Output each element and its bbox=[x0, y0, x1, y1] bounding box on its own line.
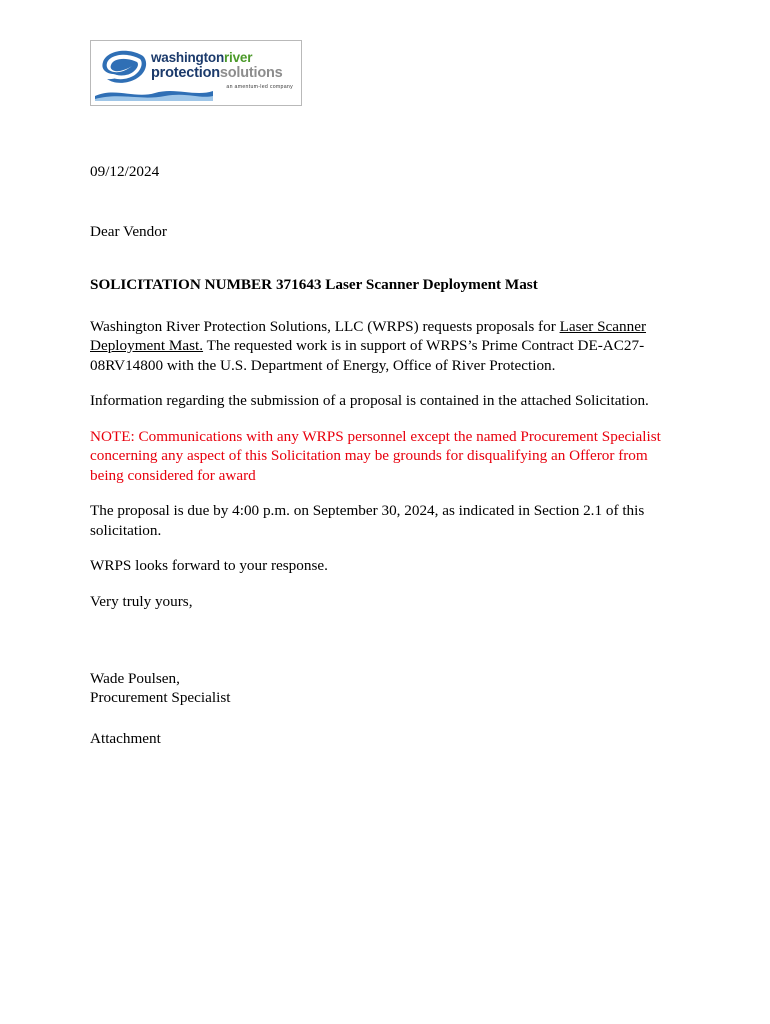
paragraph-valediction: Very truly yours, bbox=[90, 592, 193, 610]
paragraph-note: NOTE: Communications with any WRPS personnel except the named Procurement Specialist concerning any aspect of this Solicitation may be grounds for disqualifying an Offeror from being considered for award bbox=[90, 427, 661, 484]
letter-date: 09/12/2024 bbox=[90, 163, 160, 180]
letter-salutation: Dear Vendor bbox=[90, 222, 167, 240]
paragraph-request-rest: The requested work is in support of WRPS’s Prime Contract DE-AC27-08RV14800 with the U.S. Department of Energy, Office of River Protection. bbox=[90, 337, 645, 374]
company-logo bbox=[90, 40, 302, 106]
letter-subject-line bbox=[90, 275, 670, 295]
logo-tagline: an amentum-led company bbox=[226, 84, 293, 90]
signer-title: Procurement Specialist bbox=[90, 689, 231, 706]
subject-number: 371643 bbox=[275, 276, 322, 293]
paragraph-request bbox=[90, 317, 670, 376]
logo-line2-protection: protection bbox=[151, 65, 220, 81]
signer-name: Wade Poulsen, bbox=[90, 670, 180, 687]
subject-title: Laser Scanner Deployment Mast bbox=[325, 276, 538, 293]
logo-line1-river: river bbox=[224, 50, 253, 65]
attachment-note: Attachment bbox=[90, 730, 161, 747]
logo-line2-solutions: solutions bbox=[219, 65, 283, 81]
logo-wordmark bbox=[151, 50, 299, 90]
paragraph-closing-statement: WRPS looks forward to your response. bbox=[90, 557, 328, 574]
subject-label: SOLICITATION NUMBER bbox=[90, 276, 273, 293]
paragraph-request-lead: Washington River Protection Solutions, LLC (WRPS) requests proposals for bbox=[90, 317, 560, 335]
logo-line1-washington: washington bbox=[151, 50, 224, 65]
paragraph-request-link-part2: Deployment Mast. bbox=[90, 337, 204, 354]
logo-wave-icon bbox=[95, 87, 213, 101]
paragraph-information: Information regarding the submission of a proposal is contained in the attached Solicitation. bbox=[90, 392, 649, 409]
letter-body bbox=[90, 162, 670, 749]
paragraph-request-link-part1: Laser Scanner bbox=[559, 317, 647, 335]
logo-swoosh-icon bbox=[99, 49, 149, 89]
letter-content bbox=[90, 40, 670, 749]
paragraph-due-date: The proposal is due by 4:00 p.m. on September 30, 2024, as indicated in Section 2.1 of this solicitation. bbox=[90, 502, 645, 539]
signature-block bbox=[90, 669, 670, 707]
